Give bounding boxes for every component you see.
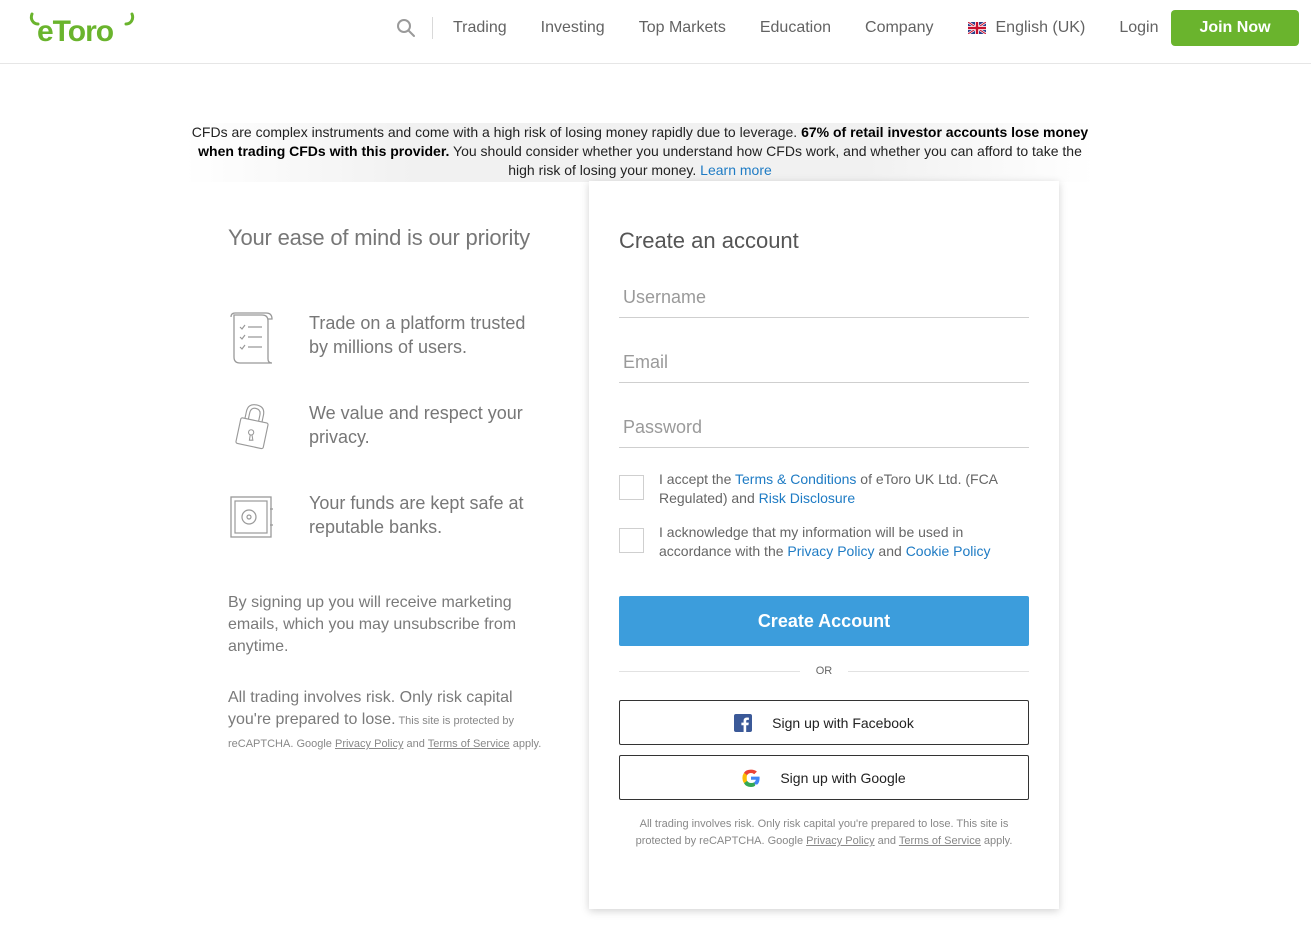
privacy-policy-link[interactable]: Privacy Policy [787,543,875,559]
or-line-right [848,671,1029,672]
terms-conditions-link[interactable]: Terms & Conditions [735,471,857,487]
privacy-row [619,523,1029,561]
google-signup-button[interactable] [619,755,1029,800]
uk-flag-icon [968,22,986,34]
risk-warning [185,123,1095,182]
or-line-left [619,671,800,672]
nav-education[interactable]: Education [759,19,832,36]
language-label: English (UK) [995,19,1086,36]
nav-top-markets[interactable]: Top Markets [638,19,726,36]
google-button-label: Sign up with Google [780,769,906,786]
learn-more-link[interactable]: Learn more [700,162,772,178]
feature-funds [228,491,524,545]
benefits-column [228,225,558,750]
feature-funds-text: Your funds are kept safe at reputable banks. [309,493,524,537]
risk-text-2: You should consider whether you understand how CFDs work, and whether you can afford to take the high risk of losing your money. [449,143,1082,178]
feature-trusted-text: Trade on a platform trusted by millions of users. [309,313,526,357]
facebook-signup-button[interactable] [619,700,1029,745]
disclaimer-recaptcha: This site is protected by reCAPTCHA. Google [228,715,515,750]
terms-text [659,470,1029,508]
terms-mid: of eToro UK Ltd. (FCA Regulated) and [659,471,998,506]
main-nav [390,0,1158,56]
footer-and: and [874,835,899,847]
risk-disclosure-link[interactable]: Risk Disclosure [758,490,856,506]
nav-divider [432,17,433,39]
footer-pre: All trading involves risk. Only risk capital you're prepared to lose. This site is protected by reCAPTCHA. Google [635,818,1009,847]
username-input[interactable] [619,278,1029,318]
privacy-text [659,523,1029,561]
login-link[interactable]: Login [1119,19,1159,36]
form-footer-disclaimer [619,816,1029,850]
risk-text-bold: 67% of retail investor accounts lose money when trading CFDs with this provider. [198,124,1089,159]
disclaimer-and: and [403,738,428,750]
privacy-pre: I acknowledge that my information will be used in accordance with the [659,524,964,559]
language-selector[interactable] [968,19,1086,37]
privacy-checkbox[interactable] [619,528,644,553]
etoro-logo[interactable] [28,6,138,46]
footer-terms-of-service-link[interactable]: Terms of Service [898,835,981,847]
left-disclaimer [228,687,558,755]
or-separator [619,663,1029,679]
feature-privacy-text: We value and respect your privacy. [309,403,523,447]
disclaimer-apply: apply. [509,738,542,750]
form-title: Create an account [619,228,799,253]
left-privacy-policy-link[interactable]: Privacy Policy [334,738,404,750]
disclaimer-main: All trading involves risk. Only risk capital you're prepared to lose. [228,689,513,728]
feature-privacy [228,401,523,455]
privacy-mid: and [874,543,906,559]
terms-pre: I accept the [659,471,736,487]
facebook-button-label: Sign up with Facebook [772,714,914,731]
left-terms-of-service-link[interactable]: Terms of Service [427,738,510,750]
benefits-title: Your ease of mind is our priority [228,225,530,250]
facebook-icon [734,714,752,732]
password-input[interactable] [619,408,1029,448]
cookie-policy-link[interactable]: Cookie Policy [905,543,991,559]
or-text: OR [815,665,833,677]
footer-post: apply. [980,835,1013,847]
email-input[interactable] [619,343,1029,383]
marketing-notice: By signing up you will receive marketing emails, which you may unsubscribe from anytime. [228,594,517,655]
signup-card [589,181,1059,909]
search-icon[interactable] [390,13,422,43]
site-header [0,0,1311,64]
risk-text-1: CFDs are complex instruments and come with a high risk of losing money rapidly due to leverage. [191,124,802,140]
padlock-icon [228,401,276,455]
svg-text:eToro: eToro [37,15,114,46]
scroll-checklist-icon [228,311,276,365]
google-icon [742,769,760,787]
footer-privacy-policy-link[interactable]: Privacy Policy [806,835,875,847]
safe-vault-icon [228,491,276,545]
terms-row [619,470,1029,508]
nav-trading[interactable]: Trading [453,19,507,36]
feature-trusted [228,311,526,365]
terms-checkbox[interactable] [619,475,644,500]
nav-company[interactable]: Company [865,19,934,36]
create-account-button[interactable]: Create Account [619,596,1029,646]
join-now-button[interactable]: Join Now [1171,10,1299,46]
nav-investing[interactable]: Investing [540,19,605,36]
